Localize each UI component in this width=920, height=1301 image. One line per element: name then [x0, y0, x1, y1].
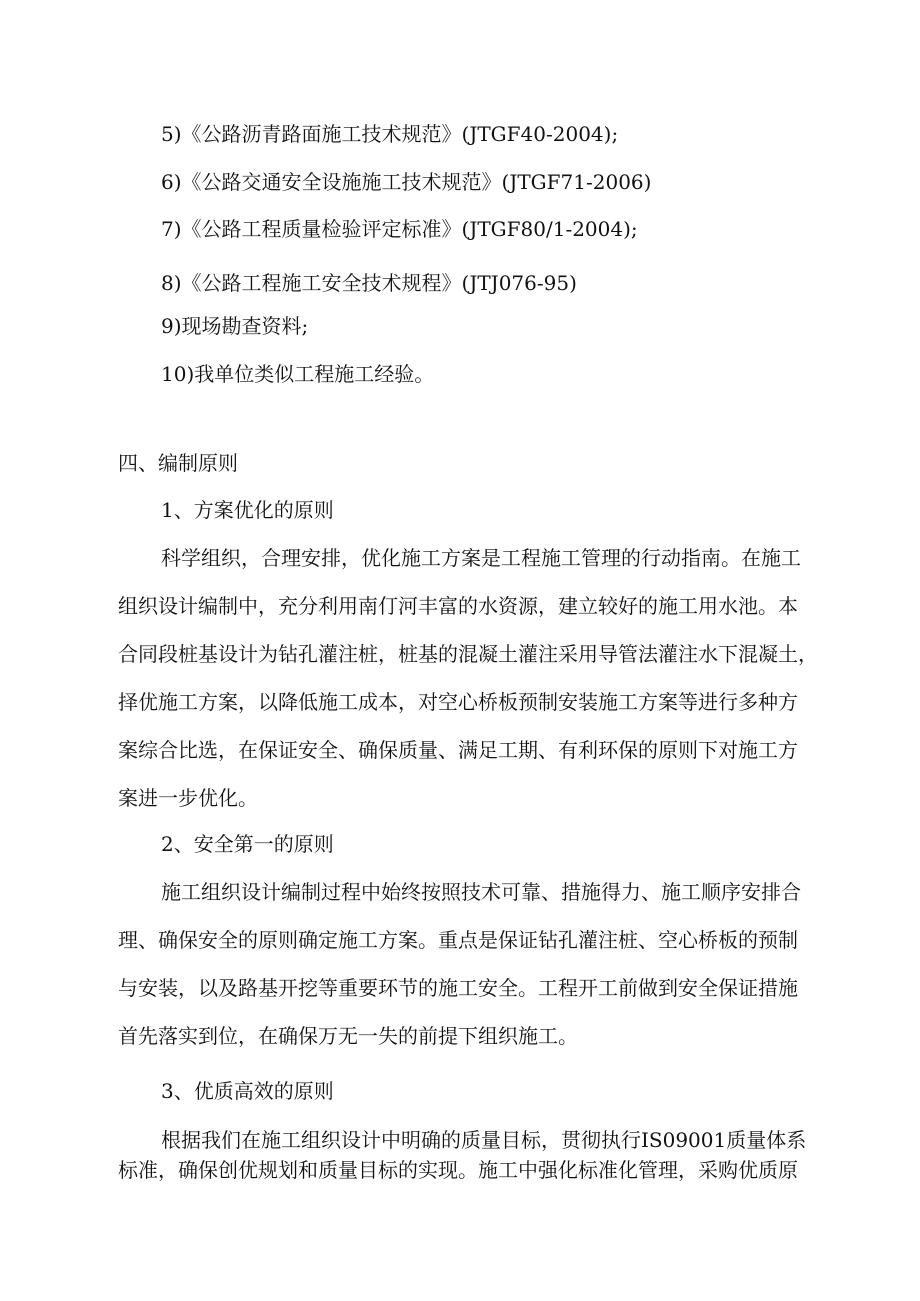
- paragraph-line: 施工组织设计编制过程中始终按照技术可靠、措施得力、施工顺序安排合: [161, 880, 801, 904]
- principle-title: 3、优质高效的原则: [161, 1079, 334, 1103]
- paragraph-line: 案进一步优化。: [118, 786, 258, 810]
- paragraph-line: 理、确保安全的原则确定施工方案。重点是保证钻孔灌注桩、空心桥板的预制: [118, 928, 798, 952]
- paragraph-line: 与安装，以及路基开挖等重要环节的施工安全。工程开工前做到安全保证措施: [118, 976, 798, 1000]
- reference-item: 6)《公路交通安全设施施工技术规范》(JTGF71-2006): [161, 170, 652, 194]
- paragraph-line: 组织设计编制中，充分利用南仃河丰富的水资源，建立较好的施工用水池。本: [118, 594, 798, 618]
- reference-item: 9)现场勘查资料;: [161, 314, 309, 338]
- principle-title: 2、安全第一的原则: [161, 832, 334, 856]
- reference-item: 10)我单位类似工程施工经验。: [161, 362, 435, 386]
- paragraph-line: 根据我们在施工组织设计中明确的质量目标，贯彻执行IS09001质量体系: [161, 1128, 807, 1152]
- paragraph-line: 案综合比选，在保证安全、确保质量、满足工期、有利环保的原则下对施工方: [118, 738, 798, 762]
- principle-title: 1、方案优化的原则: [161, 498, 334, 522]
- section-heading: 四、编制原则: [118, 451, 238, 475]
- reference-item: 5)《公路沥青路面施工技术规范》(JTGF40-2004);: [161, 122, 619, 146]
- reference-item: 8)《公路工程施工安全技术规程》(JTJ076-95): [161, 271, 577, 295]
- paragraph-line: 合同段桩基设计为钻孔灌注桩，桩基的混凝土灌注采用导管法灌注水下混凝土，: [118, 642, 818, 666]
- paragraph-line: 科学组织，合理安排，优化施工方案是工程施工管理的行动指南。在施工: [161, 546, 801, 570]
- paragraph-line: 标准，确保创优规划和质量目标的实现。施工中强化标准化管理，采购优质原: [118, 1158, 798, 1182]
- paragraph-line: 首先落实到位，在确保万无一失的前提下组织施工。: [118, 1024, 578, 1048]
- paragraph-line: 择优施工方案，以降低施工成本，对空心桥板预制安装施工方案等进行多种方: [118, 690, 798, 714]
- reference-item: 7)《公路工程质量检验评定标准》(JTGF80/1-2004);: [161, 217, 638, 241]
